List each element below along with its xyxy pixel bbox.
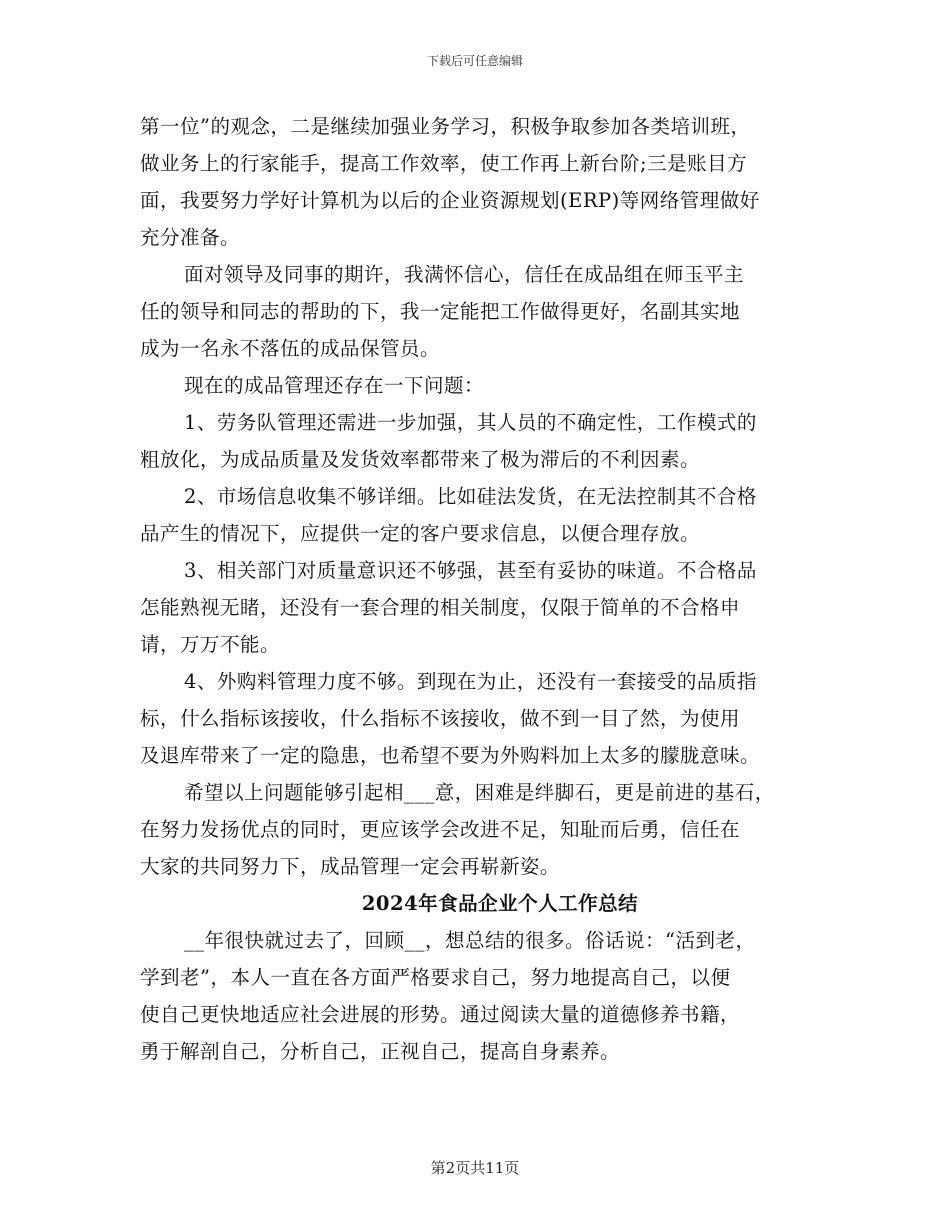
list-item-2: 2、市场信息收集不够详细。比如硅法发货，在无法控制其不合格: [184, 485, 757, 508]
text-line: 成为一名永不落伍的成品保管员。: [140, 337, 441, 360]
list-item-1: 1、劳务队管理还需进一步加强，其人员的不确定性，工作模式的: [184, 411, 757, 434]
list-item-4: 4、外购料管理力度不够。到现在为止，还没有一套接受的品质指: [184, 670, 757, 693]
text-line: 使自己更快地适应社会进展的形势。通过阅读大量的道德修养书籍，: [140, 1003, 741, 1026]
paragraph-start: 面对领导及同事的期许，我满怀信心，信任在成品组在师玉平主: [184, 263, 745, 286]
text-line: 面，我要努力学好计算机为以后的企业资源规划(ERP)等网络管理做好: [140, 189, 760, 212]
text-line: 勇于解剖自己，分析自己，正视自己，提高自身素养。: [140, 1040, 621, 1063]
text-line: 做业务上的行家能手，提高工作效率，使工作再上新台阶;三是账目方: [140, 152, 748, 175]
section-title: 2024年食品企业个人工作总结: [361, 892, 639, 915]
text-line: 及退库带来了一定的隐患，也希望不要为外购料加上太多的朦胧意味。: [140, 744, 761, 767]
paragraph-start: __年很快就过去了，回顾__，想总结的很多。俗话说：“活到老，: [184, 929, 756, 952]
text-line: 第一位”的观念，二是继续加强业务学习，积极争取参加各类培训班，: [140, 115, 751, 138]
text-line: 学到老”，本人一直在各方面严格要求自己，努力地提高自己，以便: [140, 966, 731, 989]
text-line: 怎能熟视无睹，还没有一套合理的相关制度，仅限于简单的不合格申: [140, 596, 741, 619]
text-line: 粗放化，为成品质量及发货效率都带来了极为滞后的不利因素。: [140, 448, 701, 471]
text-line: 标，什么指标该接收，什么指标不该接收，做不到一目了然，为使用: [140, 707, 741, 730]
page-number: 第2页共11页: [430, 1159, 520, 1177]
text-line: 品产生的情况下，应提供一定的客户要求信息，以便合理存放。: [140, 522, 701, 545]
text-line: 在努力发扬优点的同时，更应该学会改进不足，知耻而后勇，信任在: [140, 818, 741, 841]
text-line: 任的领导和同志的帮助的下，我一定能把工作做得更好，名副其实地: [140, 300, 741, 323]
text-line: 大家的共同努力下，成品管理一定会再崭新姿。: [140, 855, 561, 878]
paragraph-start: 现在的成品管理还存在一下问题：: [184, 374, 485, 397]
document-body: [140, 108, 820, 1070]
text-line: 充分准备。: [140, 226, 241, 249]
list-item-3: 3、相关部门对质量意识还不够强，甚至有妥协的味道。不合格品: [184, 559, 757, 582]
paragraph-start: 希望以上问题能够引起相___意，困难是绊脚石，更是前进的基石，: [184, 781, 775, 804]
text-line: 请，万万不能。: [140, 633, 281, 656]
page-header: 下载后可任意编辑: [426, 54, 523, 68]
